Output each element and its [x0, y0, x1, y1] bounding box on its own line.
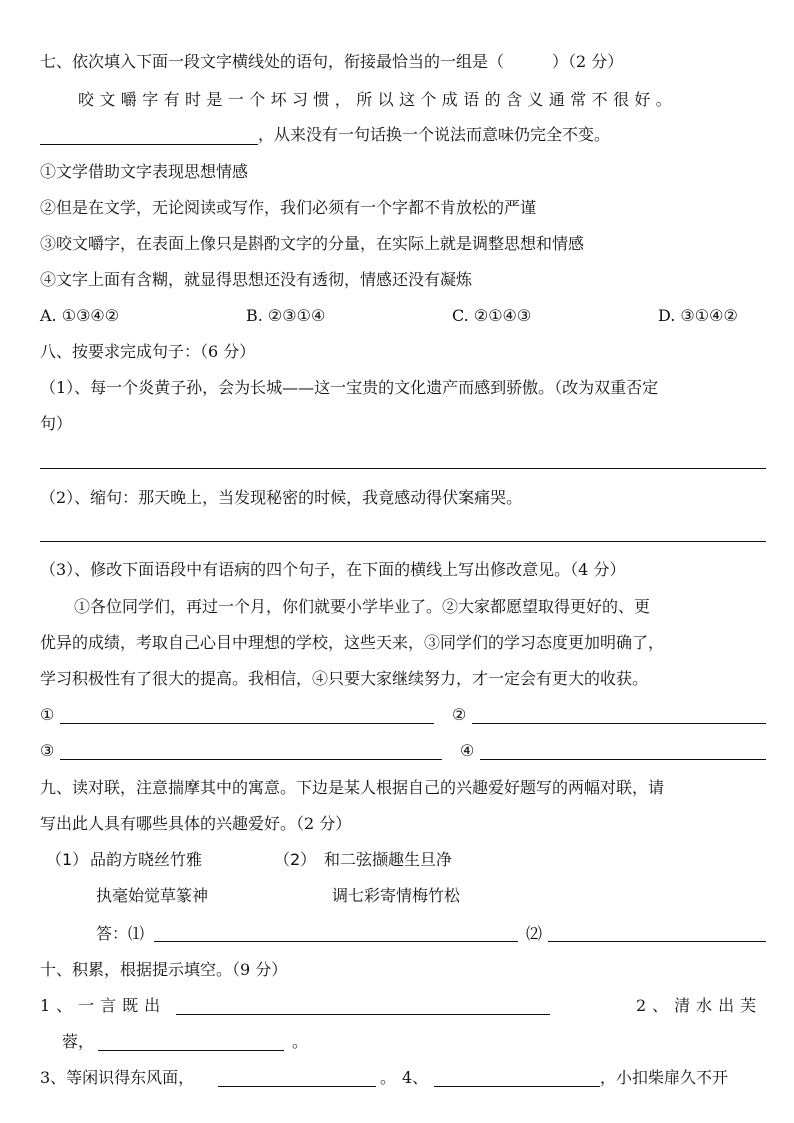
q8-fix-line-3[interactable] [60, 759, 442, 760]
q9-couplet-2-upper: 和二弦撷趣生旦净 [324, 850, 453, 869]
q8-paragraph-line-1: ①各位同学们，再过一个月，你们就要小学毕业了。②大家都愿望取得更好的、更 [74, 597, 651, 616]
q9-answer-line-1[interactable] [154, 941, 518, 942]
q10-item-1: 1、一言既出 [40, 996, 167, 1015]
q10-item-2: 2、清水出芙 [636, 996, 763, 1015]
q8-title: 八、按要求完成句子：（6 分） [40, 342, 256, 361]
q9-answer-label: 答：⑴ [96, 924, 145, 943]
q9-answer-line-2[interactable] [548, 941, 766, 942]
q7-option-a[interactable]: A. ①③④② [40, 306, 120, 325]
q8-sentence-1: （1）、每一个炎黄子孙，会为长城——这一宝贵的文化遗产而感到骄傲。（改为双重否定 [40, 378, 659, 397]
q10-item-4: 4、 [402, 1068, 429, 1087]
q8-mark-1: ① [40, 705, 55, 724]
q8-mark-2: ② [452, 705, 467, 724]
q7-item-1: ①文学借助文字表现思想情感 [40, 162, 249, 181]
q10-blank-2[interactable] [98, 1050, 284, 1051]
q10-item-3-end: 。 [380, 1068, 397, 1087]
q8-answer-line-1[interactable] [40, 468, 766, 469]
q8-answer-line-2[interactable] [40, 541, 766, 542]
q9-couplet-2-lower: 调七彩寄情梅竹松 [332, 886, 461, 905]
q7-answer-blank[interactable] [40, 128, 258, 145]
q10-item-4-end: ，小扣柴扉久不开 [600, 1068, 729, 1087]
q7-item-3: ③咬文嚼字，在表面上像只是斟酌文字的分量，在实际上就是调整思想和情感 [40, 234, 585, 253]
q10-blank-1[interactable] [176, 1014, 550, 1015]
q9-couplet-1-lower: 执毫始觉草篆神 [96, 886, 209, 905]
q9-couplet-1-number: （1） [46, 850, 89, 869]
q10-item-2-period: 。 [292, 1032, 309, 1051]
q9-couplet-2-number: （2） [274, 850, 317, 869]
q8-fix-line-2[interactable] [472, 723, 766, 724]
q8-fix-line-1[interactable] [60, 723, 434, 724]
q8-paragraph-line-2: 优异的成绩，考取自己心目中理想的学校，这些天来，③同学们的学习态度更加明确了， [40, 633, 665, 652]
q10-item-2-cont: 蓉， [62, 1032, 95, 1051]
q7-title: 七、依次填入下面一段文字横线处的语句，衔接最恰当的一组是（ ）（2 分） [40, 52, 624, 71]
q9-couplet-1-upper: 品韵方晓丝竹雅 [90, 850, 203, 869]
q7-blank-line [40, 125, 610, 145]
q7-option-d[interactable]: D. ③①④② [658, 306, 738, 325]
q7-option-c[interactable]: C. ②①④③ [452, 306, 532, 325]
q8-mark-3: ③ [40, 741, 55, 760]
q10-title: 十、积累，根据提示填空。（9 分） [40, 960, 288, 979]
q8-sentence-1-cont: 句） [40, 414, 73, 433]
q10-blank-3[interactable] [218, 1086, 376, 1087]
q7-blank-tail: ，从来没有一句话换一个说法而意味仍完全不变。 [258, 125, 611, 144]
q9-title-line-1: 九、读对联，注意揣摩其中的寓意。下边是某人根据自己的兴趣爱好题写的两幅对联，请 [40, 778, 665, 797]
q9-title-line-2: 写出此人具有哪些具体的兴趣爱好。（2 分） [40, 814, 352, 833]
q10-item-3: 3、等闲识得东风面， [40, 1068, 195, 1087]
q7-item-4: ④文字上面有含糊，就显得思想还没有透彻，情感还没有凝炼 [40, 270, 473, 289]
q8-paragraph-line-3: 学习积极性有了很大的提高。我相信，④只要大家继续努力，才一定会有更大的收获。 [40, 669, 649, 688]
q7-paragraph: 咬文嚼字有时是一个坏习惯，所以这个成语的含义通常不很好。 [78, 90, 678, 109]
q8-sentence-3: （3）、修改下面语段中有语病的四个句子，在下面的横线上写出修改意见。（4 分） [40, 560, 626, 579]
q7-item-2: ②但是在文学，无论阅读或写作，我们必须有一个字都不肯放松的严谨 [40, 198, 537, 217]
q8-sentence-2: （2）、缩句：那天晚上，当发现秘密的时候，我竟感动得伏案痛哭。 [40, 488, 523, 507]
q7-option-b[interactable]: B. ②③①④ [246, 306, 326, 325]
q8-mark-4: ④ [460, 741, 475, 760]
q9-answer-2-label: ⑵ [526, 924, 543, 943]
q8-fix-line-4[interactable] [480, 759, 766, 760]
q10-blank-4[interactable] [434, 1086, 600, 1087]
